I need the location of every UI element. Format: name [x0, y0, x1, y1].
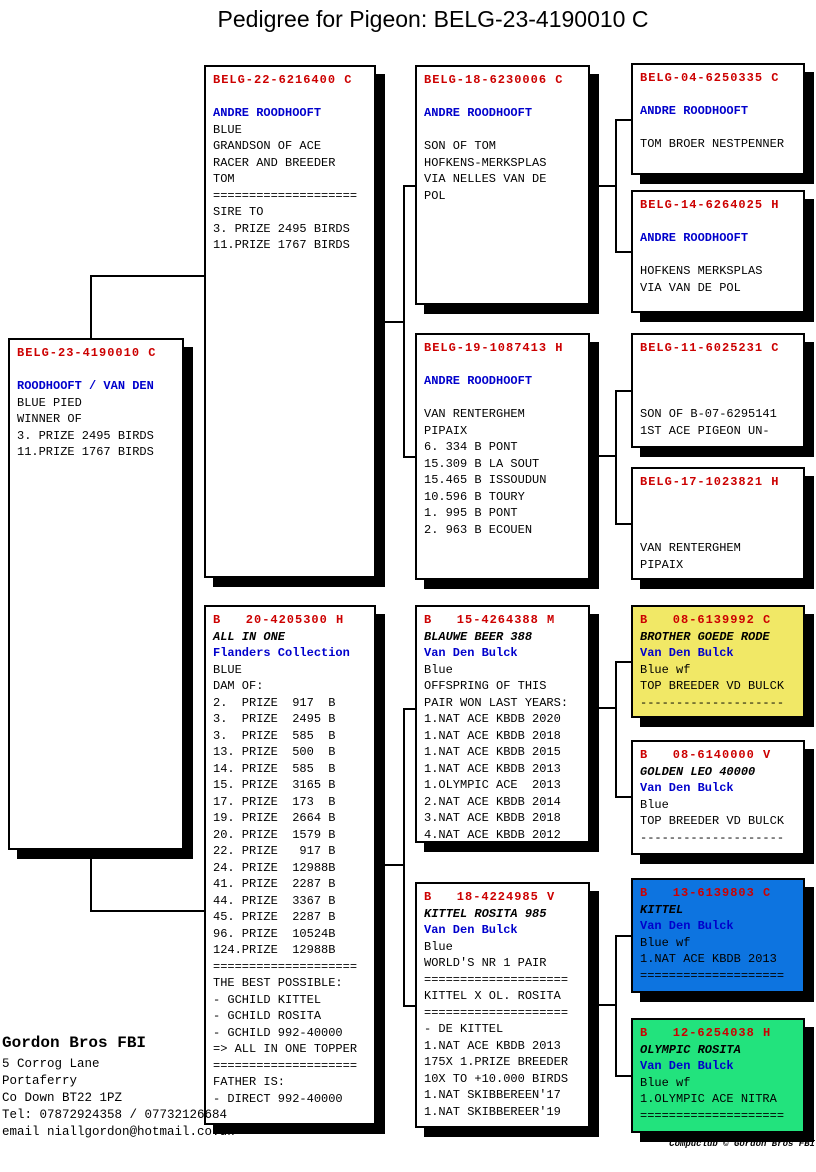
- box-text-line: 13. PRIZE 500 B: [213, 745, 336, 759]
- box-text-line: KITTEL X OL. ROSITA: [424, 989, 561, 1003]
- ring-number: B 15-4264388 M: [424, 613, 556, 627]
- box-text-line: ====================: [213, 959, 358, 974]
- box-text-line: HOFKENS MERKSPLAS: [640, 264, 763, 278]
- box-text-line: TOP BREEDER VD BULCK: [640, 814, 785, 828]
- connector-line: [592, 1004, 617, 1006]
- box-text-line: VIA VAN DE POL: [640, 280, 741, 295]
- ring-number: B 12-6254038 H: [640, 1026, 772, 1040]
- box-text-line: [640, 491, 797, 508]
- box-text-line: - GCHILD KITTEL: [213, 992, 322, 1007]
- ring-number: BELG-11-6025231 C: [640, 341, 780, 355]
- box-text-line: 1.NAT ACE KBDB 2013: [424, 761, 561, 776]
- box-text-line: BLUE PIED: [17, 395, 82, 410]
- box-text-line: 41. PRIZE 2287 B: [213, 877, 336, 891]
- ring-number: BELG-19-1087413 H: [424, 341, 564, 355]
- box-text-line: KITTEL: [640, 902, 684, 917]
- box-text-line: 1.NAT SKIBBEREER'19: [424, 1104, 561, 1119]
- pedigree-box-ss-sire: [631, 63, 805, 175]
- box-text-line: [424, 89, 582, 106]
- connector-line: [592, 455, 617, 457]
- box-text-line: PIPAIX: [640, 557, 684, 572]
- pedigree-box-dd-dam-green: [631, 1018, 805, 1133]
- box-text-line: VAN RENTERGHEM: [640, 541, 741, 555]
- box-text-line: 1.NAT SKIBBEREEN'17: [424, 1088, 561, 1102]
- ring-number: BELG-04-6250335 C: [640, 71, 780, 85]
- box-text-line: 4.NAT ACE KBDB 2012: [424, 827, 561, 842]
- box-text-line: 1. 995 B PONT: [424, 506, 518, 520]
- box-text-line: Van Den Bulck: [424, 646, 518, 660]
- box-text-line: [640, 120, 797, 137]
- box-text-line: VIA NELLES VAN DE: [424, 172, 547, 186]
- box-text-line: [424, 122, 582, 139]
- pedigree-box-sd-sire: [631, 333, 805, 448]
- box-text-line: 1.NAT ACE KBDB 2018: [424, 728, 561, 743]
- box-text-line: ====================: [424, 972, 569, 987]
- box-text-line: [17, 362, 176, 379]
- footer-credit: Compuclub © Gordon Bros FBI: [669, 1139, 815, 1149]
- box-text-line: 1.OLYMPIC ACE 2013: [424, 778, 561, 792]
- box-text-line: HOFKENS-MERKSPLAS: [424, 155, 547, 170]
- box-text-line: TOM BROER NESTPENNER: [640, 137, 785, 151]
- box-text-line: [424, 390, 582, 407]
- box-text-line: ====================: [640, 1108, 785, 1123]
- ring-number: BELG-22-6216400 C: [213, 73, 353, 87]
- box-text-line: 15.309 B LA SOUT: [424, 456, 540, 471]
- box-text-line: Flanders Collection: [213, 646, 350, 660]
- box-text-line: GOLDEN LEO 40000: [640, 764, 756, 779]
- box-text-line: VAN RENTERGHEM: [424, 407, 525, 421]
- box-text-line: SIRE TO: [213, 205, 264, 219]
- pedigree-box-subject: [8, 338, 184, 850]
- box-text-line: BROTHER GOEDE RODE: [640, 629, 770, 644]
- box-text-line: TOM: [213, 172, 235, 186]
- ring-number: BELG-18-6230006 C: [424, 73, 564, 87]
- box-text-line: 2. PRIZE 917 B: [213, 695, 336, 710]
- box-text-line: Van Den Bulck: [424, 923, 518, 937]
- ring-number: B 08-6139992 C: [640, 613, 772, 627]
- box-text-line: RACER AND BREEDER: [213, 155, 336, 170]
- box-text-line: SON OF B-07-6295141: [640, 407, 777, 421]
- box-text-line: 15. PRIZE 3165 B: [213, 778, 336, 792]
- box-text-line: - GCHILD ROSITA: [213, 1009, 322, 1023]
- box-text-line: Van Den Bulck: [640, 781, 734, 795]
- box-text-line: 15.465 B ISSOUDUN: [424, 473, 547, 487]
- pedigree-box-dam-dam: [415, 882, 590, 1128]
- connector-line: [403, 185, 405, 458]
- box-text-line: --------------------: [640, 695, 785, 710]
- box-text-line: TOP BREEDER VD BULCK: [640, 679, 785, 693]
- box-text-line: 11.PRIZE 1767 BIRDS: [17, 445, 154, 459]
- box-text-line: 1.NAT ACE KBDB 2020: [424, 712, 561, 726]
- box-text-line: Blue: [424, 939, 453, 954]
- box-text-line: - GCHILD 992-40000: [213, 1025, 343, 1040]
- owner-address: Portaferry: [2, 1074, 78, 1088]
- connector-line: [615, 661, 617, 798]
- box-text-line: Van Den Bulck: [640, 1059, 734, 1073]
- connector-line: [615, 119, 617, 253]
- box-text-line: Blue wf: [640, 1075, 691, 1090]
- box-text-line: 11.PRIZE 1767 BIRDS: [213, 238, 350, 252]
- box-text-line: ====================: [213, 1058, 358, 1073]
- box-text-line: 20. PRIZE 1579 B: [213, 827, 336, 842]
- owner-block: [2, 1032, 235, 1141]
- connector-line: [615, 390, 617, 525]
- pedigree-box-sire: [204, 65, 376, 578]
- box-text-line: [640, 247, 797, 264]
- box-text-line: 1.NAT ACE KBDB 2013: [424, 1038, 561, 1053]
- box-text-line: ANDRE ROODHOOFT: [424, 374, 533, 388]
- connector-line: [592, 707, 617, 709]
- box-text-line: PIPAIX: [424, 423, 468, 438]
- box-text-line: 3. PRIZE 2495 BIRDS: [17, 428, 154, 443]
- connector-line: [615, 935, 617, 1077]
- box-text-line: KITTEL ROSITA 985: [424, 906, 547, 921]
- box-text-line: 10X TO +10.000 BIRDS: [424, 1071, 569, 1086]
- connector-line: [90, 275, 206, 277]
- box-text-line: 45. PRIZE 2287 B: [213, 910, 336, 924]
- box-text-line: WINNER OF: [17, 412, 82, 426]
- ring-number: BELG-17-1023821 H: [640, 475, 780, 489]
- box-text-line: Blue wf: [640, 662, 691, 677]
- owner-phone: Tel: 07872924358 / 07732126684: [2, 1108, 228, 1122]
- ring-number: B 13-6139803 C: [640, 886, 772, 900]
- pedigree-box-sd-dam: [631, 467, 805, 580]
- box-text-line: OLYMPIC ROSITA: [640, 1042, 741, 1057]
- box-text-line: [640, 214, 797, 231]
- box-text-line: Van Den Bulck: [640, 919, 734, 933]
- box-text-line: 24. PRIZE 12988B: [213, 860, 336, 875]
- box-text-line: - DE KITTEL: [424, 1022, 504, 1036]
- box-text-line: BLAUWE BEER 388: [424, 629, 533, 644]
- page-title: Pedigree for Pigeon: BELG-23-4190010 C: [217, 6, 649, 32]
- box-text-line: [640, 507, 797, 524]
- box-text-line: [213, 89, 368, 106]
- box-text-line: [640, 390, 797, 407]
- box-text-line: 2. 963 B ECOUEN: [424, 522, 533, 537]
- box-text-line: ====================: [640, 968, 785, 983]
- box-text-line: 10.596 B TOURY: [424, 489, 525, 504]
- box-text-line: THE BEST POSSIBLE:: [213, 976, 343, 990]
- connector-line: [592, 185, 617, 187]
- box-text-line: 1ST ACE PIGEON UN-: [640, 423, 770, 438]
- box-text-line: [640, 87, 797, 104]
- box-text-line: --------------------: [640, 830, 785, 845]
- box-text-line: 1.NAT ACE KBDB 2013: [640, 952, 777, 966]
- box-text-line: WORLD'S NR 1 PAIR: [424, 956, 547, 970]
- box-text-line: 3. PRIZE 2495 BIRDS: [213, 221, 350, 236]
- box-text-line: SON OF TOM: [424, 139, 497, 153]
- box-text-line: POL: [424, 188, 446, 203]
- pedigree-box-sire-dam: [415, 333, 590, 580]
- pedigree-box-ds-sire-yellow: [631, 605, 805, 718]
- box-text-line: 3.NAT ACE KBDB 2018: [424, 811, 561, 825]
- connector-line: [90, 910, 206, 912]
- box-text-line: Van Den Bulck: [640, 646, 734, 660]
- box-text-line: ====================: [424, 1005, 569, 1020]
- box-text-line: [424, 357, 582, 374]
- box-text-line: OFFSPRING OF THIS: [424, 679, 547, 693]
- box-text-line: ANDRE ROODHOOFT: [640, 104, 749, 118]
- pedigree-box-sire-sire: [415, 65, 590, 305]
- ring-number: B 18-4224985 V: [424, 890, 556, 904]
- box-text-line: 19. PRIZE 2664 B: [213, 811, 336, 825]
- box-text-line: ROODHOOFT / VAN DEN: [17, 379, 154, 393]
- pedigree-box-dd-sire-blue: [631, 878, 805, 993]
- box-text-line: FATHER IS:: [213, 1075, 286, 1089]
- pedigree-box-ds-dam: [631, 740, 805, 855]
- box-text-line: ANDRE ROODHOOFT: [424, 106, 533, 120]
- ring-number: BELG-23-4190010 C: [17, 346, 157, 360]
- box-text-line: 3. PRIZE 585 B: [213, 728, 336, 743]
- ring-number: BELG-14-6264025 H: [640, 198, 780, 212]
- box-text-line: [640, 357, 797, 374]
- owner-address: 5 Corrog Lane: [2, 1057, 100, 1071]
- pedigree-box-dam-sire: [415, 605, 590, 843]
- box-text-line: Blue: [424, 662, 453, 677]
- box-text-line: 22. PRIZE 917 B: [213, 844, 336, 858]
- box-text-line: - DIRECT 992-40000: [213, 1091, 343, 1106]
- box-text-line: [640, 373, 797, 390]
- box-text-line: ALL IN ONE: [213, 629, 286, 644]
- owner-address: Co Down BT22 1PZ: [2, 1091, 123, 1105]
- connector-line: [380, 864, 405, 866]
- pedigree-box-ss-dam: [631, 190, 805, 313]
- box-text-line: BLUE: [213, 662, 242, 677]
- box-text-line: 14. PRIZE 585 B: [213, 761, 336, 776]
- box-text-line: ANDRE ROODHOOFT: [213, 106, 322, 120]
- box-text-line: Blue wf: [640, 935, 691, 950]
- box-text-line: 124.PRIZE 12988B: [213, 943, 336, 957]
- box-text-line: => ALL IN ONE TOPPER: [213, 1042, 358, 1056]
- ring-number: B 08-6140000 V: [640, 748, 772, 762]
- box-text-line: DAM OF:: [213, 679, 264, 693]
- ring-number: B 20-4205300 H: [213, 613, 345, 627]
- box-text-line: GRANDSON OF ACE: [213, 139, 322, 153]
- box-text-line: 17. PRIZE 173 B: [213, 794, 336, 809]
- box-text-line: 96. PRIZE 10524B: [213, 926, 336, 941]
- box-text-line: [640, 524, 797, 541]
- box-text-line: ====================: [213, 188, 358, 203]
- box-text-line: 3. PRIZE 2495 B: [213, 712, 336, 726]
- owner-name: Gordon Bros FBI: [2, 1034, 147, 1052]
- box-text-line: 44. PRIZE 3367 B: [213, 893, 336, 908]
- box-text-line: 6. 334 B PONT: [424, 440, 518, 454]
- box-text-line: PAIR WON LAST YEARS:: [424, 695, 569, 710]
- connector-line: [403, 708, 405, 1007]
- box-text-line: 1.NAT ACE KBDB 2015: [424, 745, 561, 759]
- box-text-line: Blue: [640, 797, 669, 812]
- box-text-line: 1.OLYMPIC ACE NITRA: [640, 1092, 777, 1106]
- box-text-line: 175X 1.PRIZE BREEDER: [424, 1055, 569, 1069]
- owner-email: email niallgordon@hotmail.co.uk: [2, 1125, 235, 1139]
- box-text-line: BLUE: [213, 122, 242, 137]
- box-text-line: 2.NAT ACE KBDB 2014: [424, 794, 561, 809]
- connector-line: [380, 321, 405, 323]
- box-text-line: ANDRE ROODHOOFT: [640, 231, 749, 245]
